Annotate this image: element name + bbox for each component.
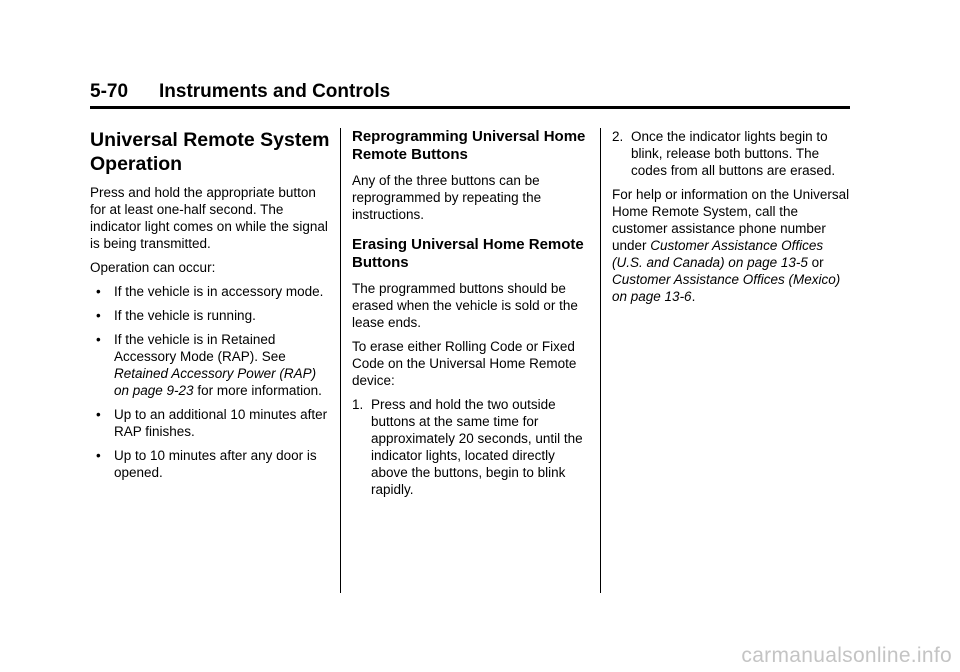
- paragraph-text: .: [691, 289, 696, 304]
- heading-universal-remote-operation: Universal Remote System Operation: [90, 129, 330, 175]
- list-item: [352, 396, 592, 498]
- bullet-icon: •: [96, 448, 101, 463]
- list-item: [90, 331, 330, 399]
- numbered-list: [612, 128, 852, 179]
- paragraph-text: For help or information on the Universal Home Remote System, call the customer assistance phone number under: [612, 187, 850, 253]
- list-item-text: Up to an additional 10 minutes after RAP finishes.: [114, 407, 328, 439]
- bullet-list: [90, 283, 330, 481]
- list-item-text: for more information.: [193, 383, 322, 398]
- list-item: [612, 128, 852, 179]
- heading-erasing: Erasing Universal Home Remote Buttons: [352, 236, 584, 271]
- list-item-text: If the vehicle is in accessory mode.: [114, 284, 324, 299]
- step-number: 1.: [352, 397, 364, 412]
- cross-reference-link[interactable]: Retained Accessory Power (RAP) on page 9‑23: [114, 366, 317, 398]
- paragraph: Any of the three buttons can be reprogrammed by repeating the instructions.: [352, 173, 542, 222]
- column-2: [352, 128, 592, 505]
- numbered-list: [352, 396, 592, 498]
- paragraph: The programmed buttons should be erased when the vehicle is sold or the lease ends.: [352, 281, 578, 330]
- column-divider: [340, 128, 341, 593]
- column-divider: [600, 128, 601, 593]
- paragraph: To erase either Rolling Code or Fixed Code on the Universal Home Remote device:: [352, 339, 577, 388]
- list-item-text: Up to 10 minutes after any door is opened.: [114, 448, 317, 480]
- column-3: [612, 128, 852, 312]
- bullet-icon: •: [96, 332, 101, 347]
- watermark: carmanualsonline.info: [741, 644, 952, 667]
- list-item-text: Once the indicator lights begin to blink, release both buttons. The codes from all buttons are erased.: [631, 129, 836, 178]
- list-item-text: If the vehicle is running.: [114, 308, 256, 323]
- list-item: [90, 447, 330, 481]
- list-item: [90, 406, 330, 440]
- page-header: [90, 78, 850, 109]
- paragraph: [612, 186, 852, 305]
- step-number: 2.: [612, 129, 624, 144]
- cross-reference-link[interactable]: Customer Assistance Offices (U.S. and Canada) on page 13‑5: [612, 238, 824, 270]
- list-item-text: Press and hold the two outside buttons at the same time for approximately 20 seconds, until the indicator lights, located directly above the buttons, begin to blink rapidly.: [371, 397, 583, 497]
- heading-reprogramming: Reprogramming Universal Home Remote Buttons: [352, 128, 586, 163]
- list-item-text: If the vehicle is in Retained Accessory Mode (RAP). See: [114, 332, 286, 364]
- bullet-icon: •: [96, 308, 101, 323]
- paragraph: Press and hold the appropriate button for at least one-half second. The indicator light comes on while the signal is being transmitted.: [90, 185, 328, 251]
- paragraph: Operation can occur:: [90, 260, 216, 275]
- list-item: [90, 307, 330, 324]
- column-1: [90, 128, 330, 488]
- list-item: [90, 283, 330, 300]
- bullet-icon: •: [96, 407, 101, 422]
- section-title: Instruments and Controls: [159, 81, 391, 102]
- cross-reference-link[interactable]: Customer Assistance Offices (Mexico) on page 13‑6: [612, 272, 841, 304]
- bullet-icon: •: [96, 284, 101, 299]
- page-number: 5-70: [90, 81, 129, 102]
- paragraph-text: or: [807, 255, 824, 270]
